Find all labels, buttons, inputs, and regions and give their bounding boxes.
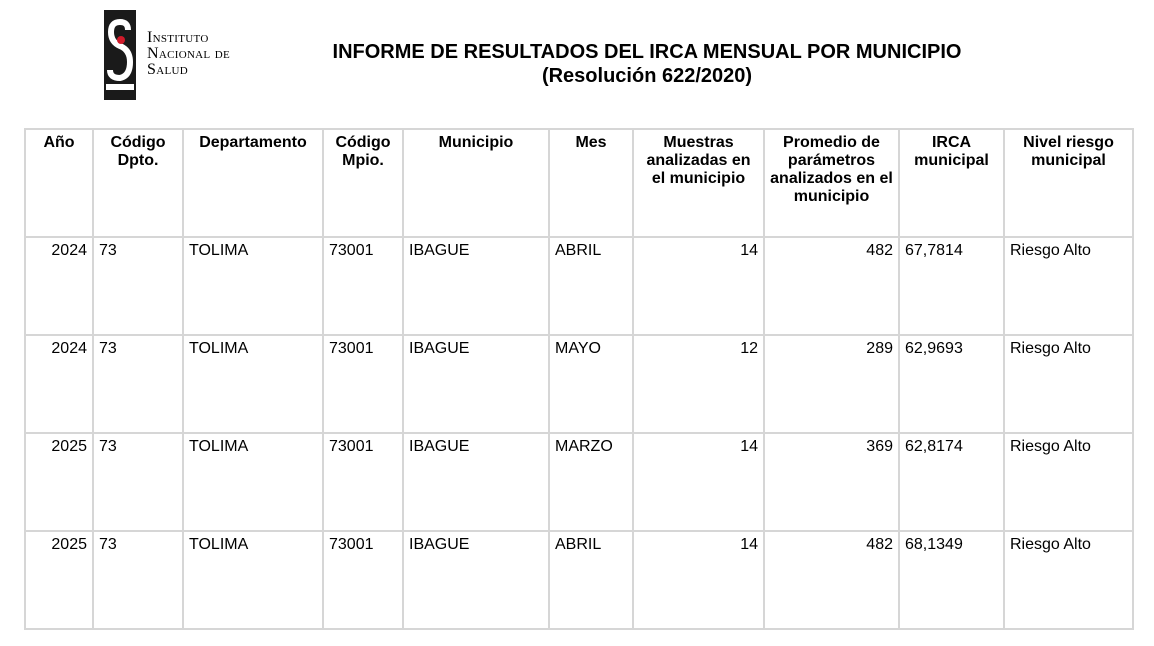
col-header-muestras: Muestras analizadas en el municipio xyxy=(633,129,764,237)
cell-codigo-mpio: 73001 xyxy=(323,433,403,531)
cell-anio: 2025 xyxy=(25,433,93,531)
col-header-nivel-riesgo: Nivel riesgo municipal xyxy=(1004,129,1133,237)
cell-irca: 68,1349 xyxy=(899,531,1004,629)
cell-codigo-mpio: 73001 xyxy=(323,531,403,629)
cell-municipio: IBAGUE xyxy=(403,531,549,629)
logo-line-2: Nacional de xyxy=(147,45,231,62)
col-header-irca: IRCA municipal xyxy=(899,129,1004,237)
cell-promedio: 482 xyxy=(764,531,899,629)
report-title-line-1: INFORME DE RESULTADOS DEL IRCA MENSUAL POR MUNICIPIO xyxy=(332,41,962,63)
cell-codigo-dpto: 73 xyxy=(93,433,183,531)
cell-anio: 2024 xyxy=(25,237,93,335)
col-header-mes: Mes xyxy=(549,129,633,237)
table-row xyxy=(25,237,1133,335)
cell-departamento: TOLIMA xyxy=(183,433,323,531)
logo-text xyxy=(147,30,230,78)
col-header-codigo-dpto: Código Dpto. xyxy=(93,129,183,237)
cell-nivel-riesgo: Riesgo Alto xyxy=(1004,531,1133,629)
cell-mes: MARZO xyxy=(549,433,633,531)
cell-muestras: 14 xyxy=(633,531,764,629)
cell-muestras: 14 xyxy=(633,433,764,531)
logo-line-3: Salud xyxy=(147,61,188,78)
cell-municipio: IBAGUE xyxy=(403,335,549,433)
cell-nivel-riesgo: Riesgo Alto xyxy=(1004,237,1133,335)
cell-mes: MAYO xyxy=(549,335,633,433)
cell-municipio: IBAGUE xyxy=(403,433,549,531)
col-header-anio: Año xyxy=(25,129,93,237)
cell-anio: 2025 xyxy=(25,531,93,629)
cell-departamento: TOLIMA xyxy=(183,335,323,433)
cell-mes: ABRIL xyxy=(549,237,633,335)
irca-results-table xyxy=(24,128,1134,630)
cell-promedio: 482 xyxy=(764,237,899,335)
table-row xyxy=(25,335,1133,433)
cell-departamento: TOLIMA xyxy=(183,531,323,629)
cell-muestras: 12 xyxy=(633,335,764,433)
cell-codigo-mpio: 73001 xyxy=(323,237,403,335)
col-header-municipio: Municipio xyxy=(403,129,549,237)
ins-logo xyxy=(104,10,264,100)
cell-muestras: 14 xyxy=(633,237,764,335)
ins-logo-icon xyxy=(104,10,136,100)
cell-promedio: 369 xyxy=(764,433,899,531)
cell-codigo-dpto: 73 xyxy=(93,335,183,433)
cell-codigo-dpto: 73 xyxy=(93,237,183,335)
table-row xyxy=(25,531,1133,629)
cell-promedio: 289 xyxy=(764,335,899,433)
logo-line-1: Instituto xyxy=(147,29,209,46)
cell-mes: ABRIL xyxy=(549,531,633,629)
report-title-line-2: (Resolución 622/2020) xyxy=(541,65,753,87)
cell-codigo-mpio: 73001 xyxy=(323,335,403,433)
cell-irca: 62,9693 xyxy=(899,335,1004,433)
col-header-promedio: Promedio de parámetros analizados en el municipio xyxy=(764,129,899,237)
report-title xyxy=(300,40,994,88)
col-header-codigo-mpio: Código Mpio. xyxy=(323,129,403,237)
col-header-departamento: Departamento xyxy=(183,129,323,237)
cell-irca: 62,8174 xyxy=(899,433,1004,531)
cell-anio: 2024 xyxy=(25,335,93,433)
table-header-row xyxy=(25,129,1133,237)
cell-irca: 67,7814 xyxy=(899,237,1004,335)
cell-departamento: TOLIMA xyxy=(183,237,323,335)
cell-municipio: IBAGUE xyxy=(403,237,549,335)
cell-nivel-riesgo: Riesgo Alto xyxy=(1004,433,1133,531)
table-row xyxy=(25,433,1133,531)
cell-nivel-riesgo: Riesgo Alto xyxy=(1004,335,1133,433)
cell-codigo-dpto: 73 xyxy=(93,531,183,629)
